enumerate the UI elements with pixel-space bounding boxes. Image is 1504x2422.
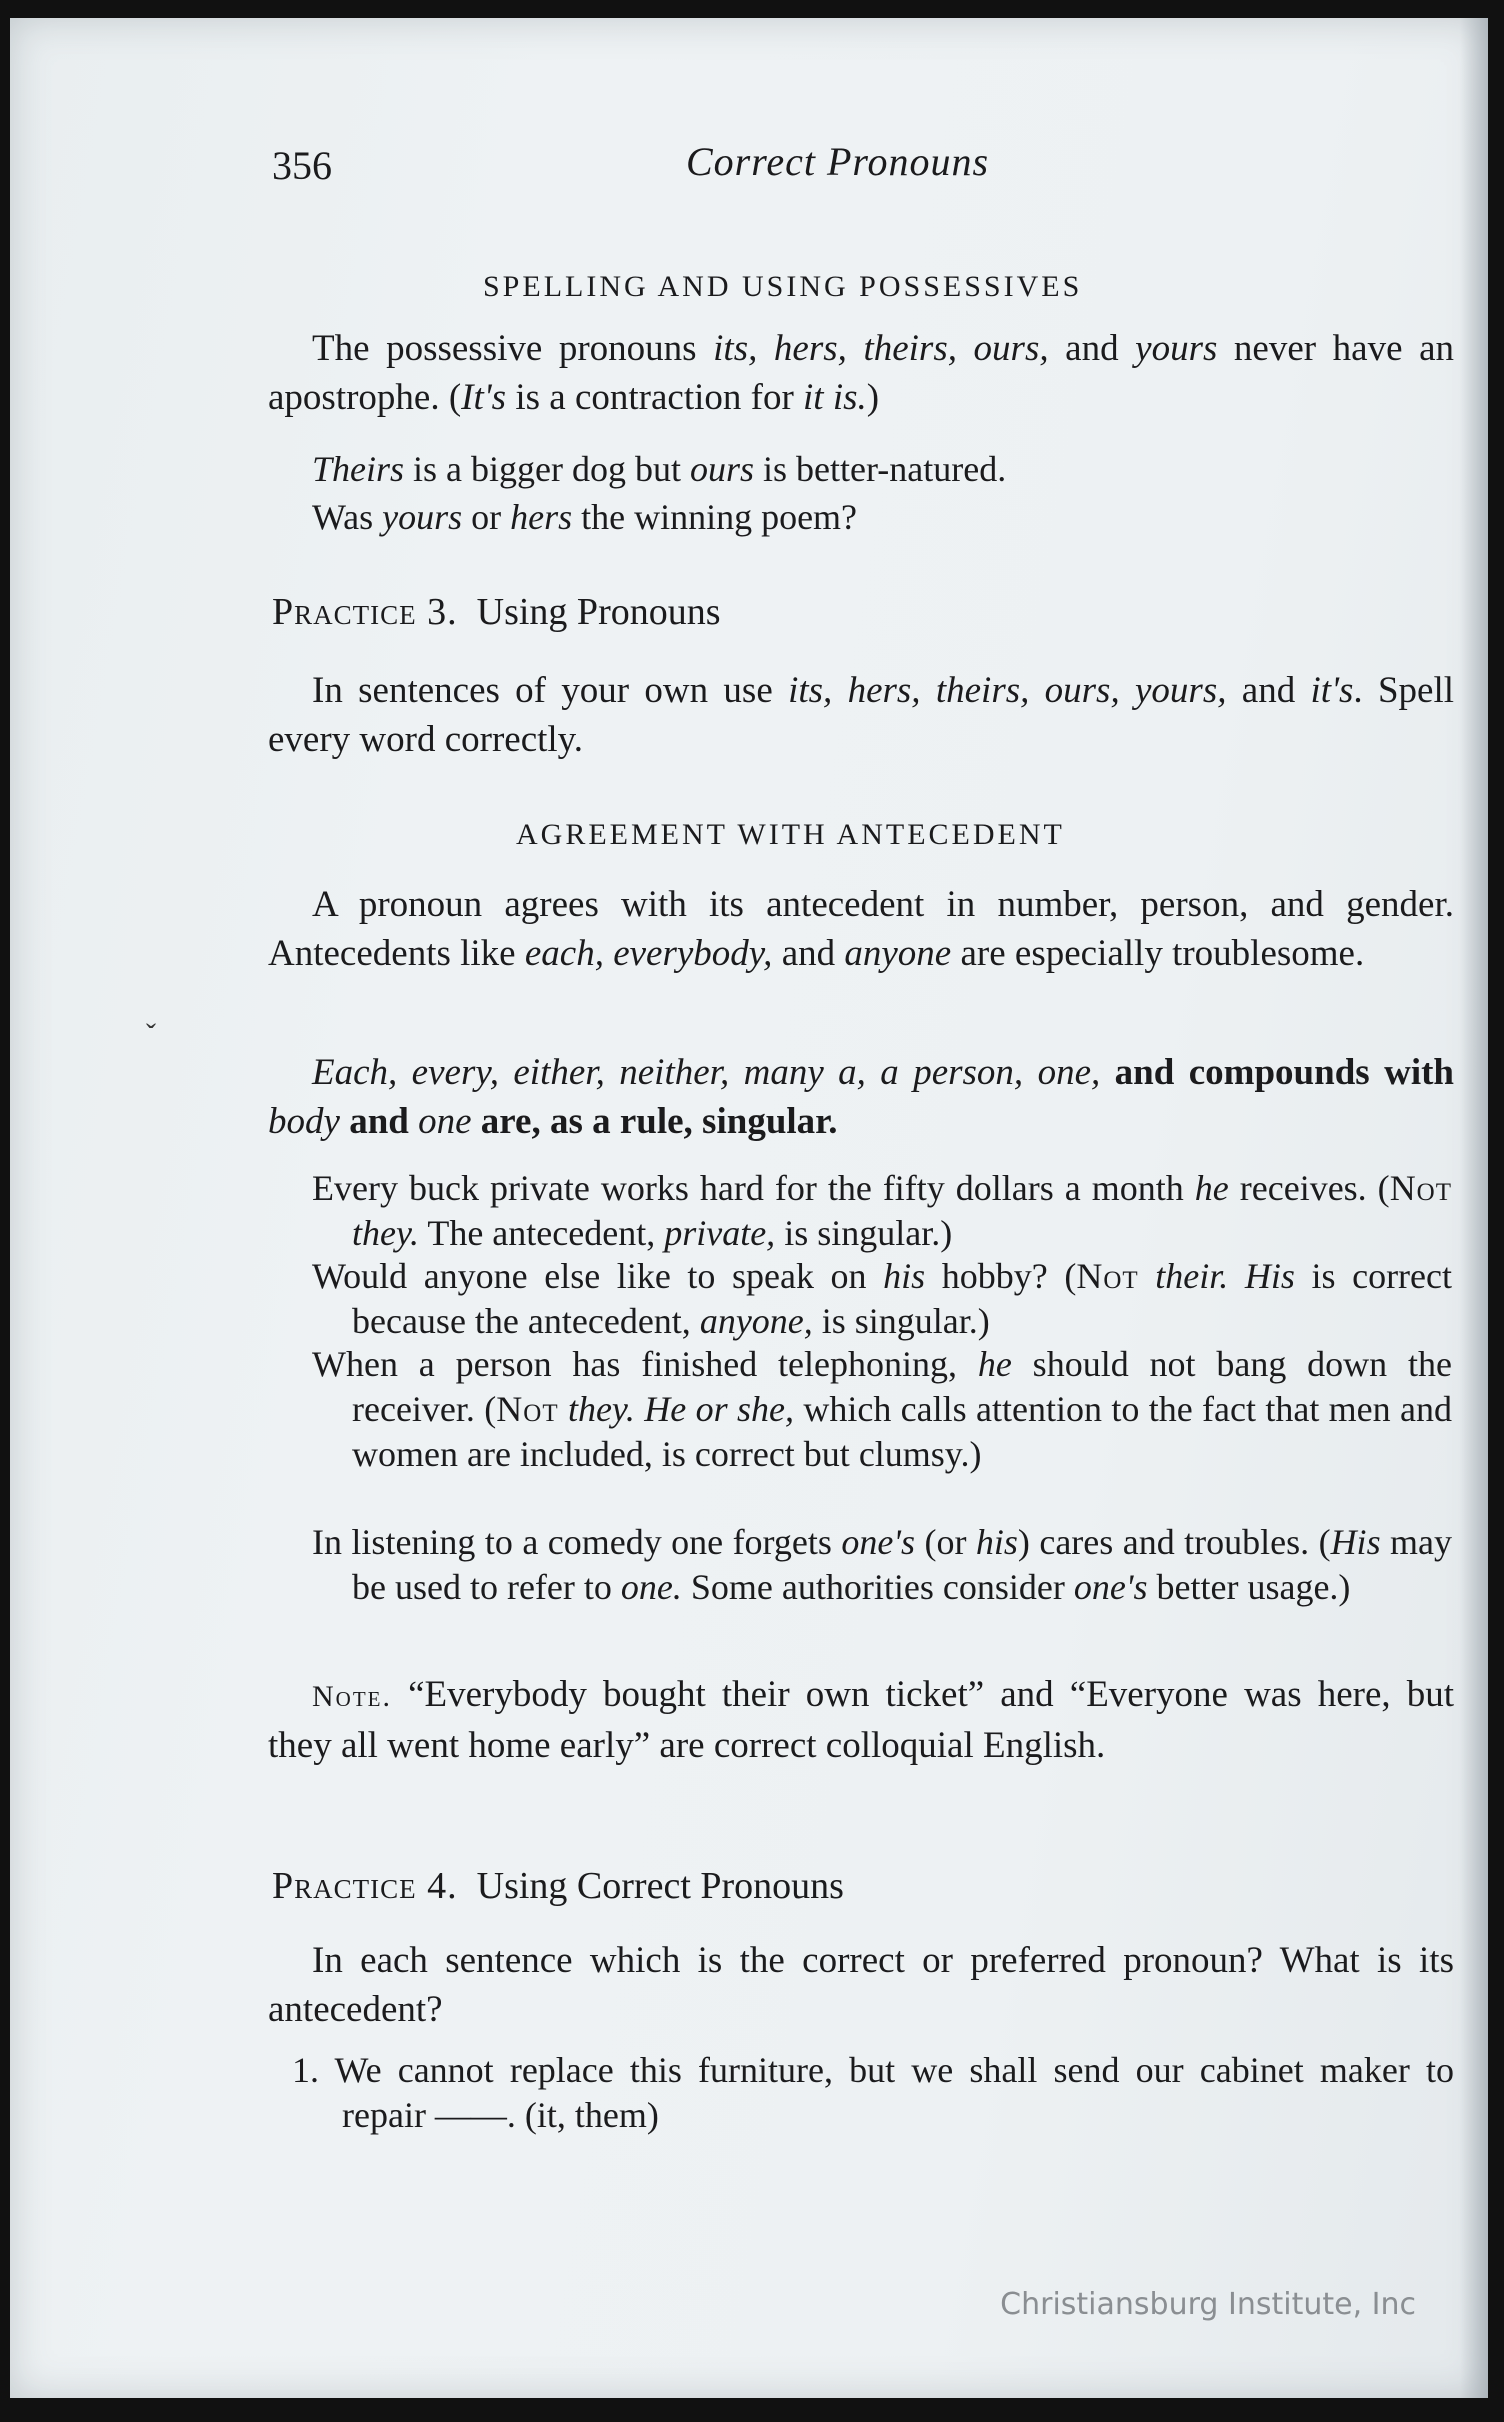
practice-3-heading: Practice 3. Using Pronouns [272,591,721,633]
page-edge-shadow [1460,18,1488,2398]
example-telephoning: When a person has finished telephoning, he should not bang down the receiver. (Not they. He or she, which calls attention to the fact that men and women are included, is correct but clumsy.) [312,1344,1452,1474]
example-yours: Was yours or hers the winning poem? [312,497,858,537]
running-title: Correct Pronouns [686,139,990,184]
paragraph-agreement: A pronoun agrees with its antecedent in number, person, and gender. Antecedents like each, everybody, and anyone are especially troublesome. [268,884,1454,974]
example-anyone-else: Would anyone else like to speak on his hobby? (Not their. His is correct because the antecedent, anyone, is singular.) [312,1256,1453,1341]
practice-3-text: In sentences of your own use its, hers, theirs, ours, yours, and it's. Spell every word correctly. [268,670,1454,760]
page-number: 356 [272,143,332,188]
note-paragraph: Note. “Everybody bought their own ticket” and “Everyone was here, but they all went home early” are correct colloquial English. [268,1674,1454,1766]
practice-4-text: In each sentence which is the correct or preferred pronoun? What is its antecedent? [268,1940,1454,2030]
book-page [10,18,1488,2398]
watermark: Christiansburg Institute, Inc [1000,2287,1416,2322]
margin-mark: ˇ [146,1018,156,1051]
paragraph-possessives: The possessive pronouns its, hers, theirs, ours, and yours never have an apostrophe. (It's is a contraction for it is.) [268,328,1454,418]
example-comedy: In listening to a comedy one forgets one's (or his) cares and troubles. (His may be used to refer to one. Some authorities consider one's better usage.) [312,1522,1453,1607]
example-theirs: Theirs is a bigger dog but ours is better-natured. [312,449,1007,489]
section-heading-possessives: SPELLING AND USING POSSESSIVES [483,270,1083,303]
practice-4-item-1: 1. We cannot replace this furniture, but we shall send our cabinet maker to repair ——. (it, them) [292,2050,1454,2135]
example-buck-private: Every buck private works hard for the fifty dollars a month he receives. (Not they. The antecedent, private, is singular.) [312,1168,1453,1253]
practice-4-heading: Practice 4. Using Correct Pronouns [272,1865,844,1907]
section-heading-agreement: AGREEMENT WITH ANTECEDENT [516,818,1065,851]
paragraph-singular-rule: Each, every, either, neither, many a, a person, one, and compounds with body and one are, as a rule, singular. [268,1052,1454,1142]
